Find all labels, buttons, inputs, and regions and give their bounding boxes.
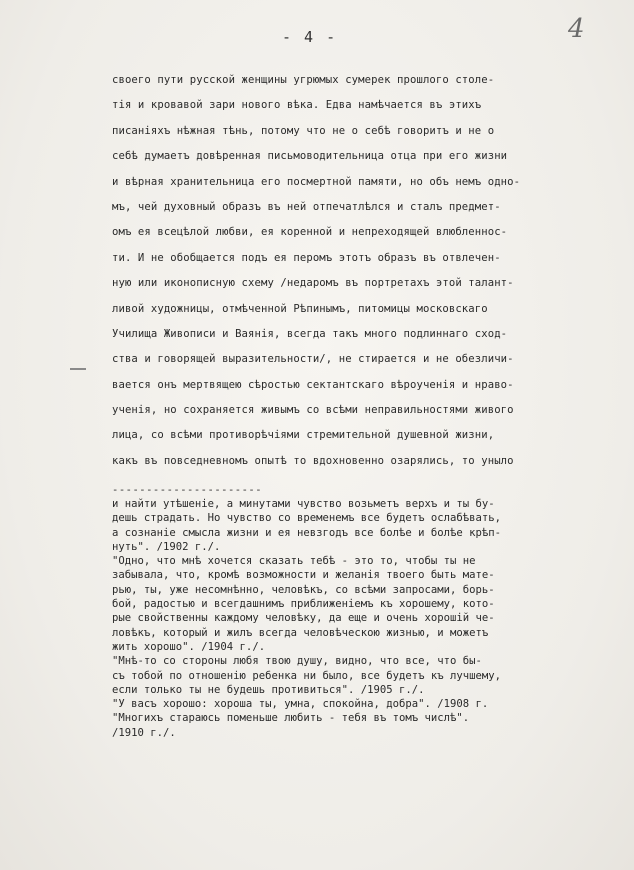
footnote-line: и найти утѣшеніе, а минутами чувство возьметъ верхъ и ты бу- — [112, 498, 495, 510]
text-line: писаніяхъ нѣжная тѣнь, потому что не о себѣ говоритъ и не о — [112, 124, 495, 137]
page-number: - 4 - — [282, 28, 338, 46]
text-line: ти. И не обобщается подъ ея перомъ этотъ образъ въ отвлечен- — [112, 251, 501, 264]
footnote-line: рью, ты, уже несомнѣнно, человѣкъ, со всѣми запросами, борь- — [112, 583, 495, 596]
footnote-line: бой, радостью и всегдашнимъ приближеніемъ къ хорошему, кото- — [112, 598, 495, 611]
text-line: своего пути русской женщины угрюмых сумерек прошлого столе- — [112, 74, 495, 86]
footnote-line: а сознаніе смысла жизни и ея невзгодъ все болѣе и болѣе крѣп- — [112, 526, 502, 539]
footnote-line: дешь страдать. Но чувство со временемъ все будетъ ослабѣвать, — [112, 512, 502, 525]
text-line: ученія, но сохраняется живымъ со всѣми неправильностями живого — [112, 404, 514, 417]
footnote-line: "Мнѣ-то со стороны любя твою душу, видно, что все, что бы- — [112, 655, 482, 668]
footnote-line: ловѣкъ, который и жилъ всегда человѣческою жизнью, и можетъ — [112, 626, 489, 639]
text-line: мъ, чей духовный образъ въ ней отпечатлѣлся и сталъ предмет- — [112, 200, 501, 213]
footnote-line: "Одно, что мнѣ хочется сказать тебѣ - это то, чтобы ты не — [112, 555, 476, 568]
handwritten-page-number: 4 — [568, 14, 585, 44]
footnote-line: съ тобой по отношенію ребенка ни было, все будетъ къ лучшему, — [112, 669, 502, 682]
text-line: омъ ея всецѣлой любви, ея коренной и непреходящей влюбленнос- — [112, 226, 508, 239]
text-line: вается онъ мертвящею сѣростью сектантскаго вѣроученія и нраво- — [112, 378, 514, 391]
footnote-line: "Многихъ стараюсь поменьше любить - тебя въ томъ числѣ". — [112, 712, 470, 725]
footnote-line: жить хорошо". /1904 г./. — [112, 640, 266, 653]
margin-mark — [70, 368, 86, 370]
text-line: тія и кровавой зари нового вѣка. Едва намѣчается въ этихъ — [112, 99, 482, 112]
footnote-line: "У васъ хорошо: хороша ты, умна, спокойна, добра". /1908 г. — [112, 698, 489, 711]
main-text — [112, 68, 618, 474]
footnote-line: рые свойственны каждому человѣку, да еще и очень хорошій че- — [112, 612, 495, 625]
text-line: ливой художницы, отмѣченной Рѣпинымъ, питомицы московскаго — [112, 302, 488, 315]
text-line: себѣ думаетъ довѣренная письмоводительница отца при его жизни — [112, 150, 508, 163]
text-line: какъ въ повседневномъ опытѣ то вдохновенно озарялись, то уныло — [112, 454, 514, 467]
footnotes — [112, 497, 620, 740]
text-line: ства и говорящей выразительности/, не стирается и не обезличи- — [112, 353, 514, 366]
footnote-line: /1910 г./. — [112, 726, 176, 739]
text-line: лица, со всѣми противорѣчіями стремительной душевной жизни, — [112, 429, 495, 442]
footnote-separator: ---------------------- — [112, 484, 263, 496]
footnote-line: нуть". /1902 г./. — [112, 540, 221, 553]
footnote-line: забывала, что, кромѣ возможности и желанія твоего быть мате- — [112, 569, 495, 582]
text-line: ную или иконописную схему /недаромъ въ портретахъ этой талант- — [112, 277, 514, 290]
text-line: и вѣрная хранительница его посмертной памяти, но объ немъ одно- — [112, 175, 521, 188]
footnote-line: если только ты не будешь противиться". /1905 г./. — [112, 683, 425, 696]
text-line: Училища Живописи и Ваянія, всегда такъ много подлиннаго сход- — [112, 327, 508, 340]
